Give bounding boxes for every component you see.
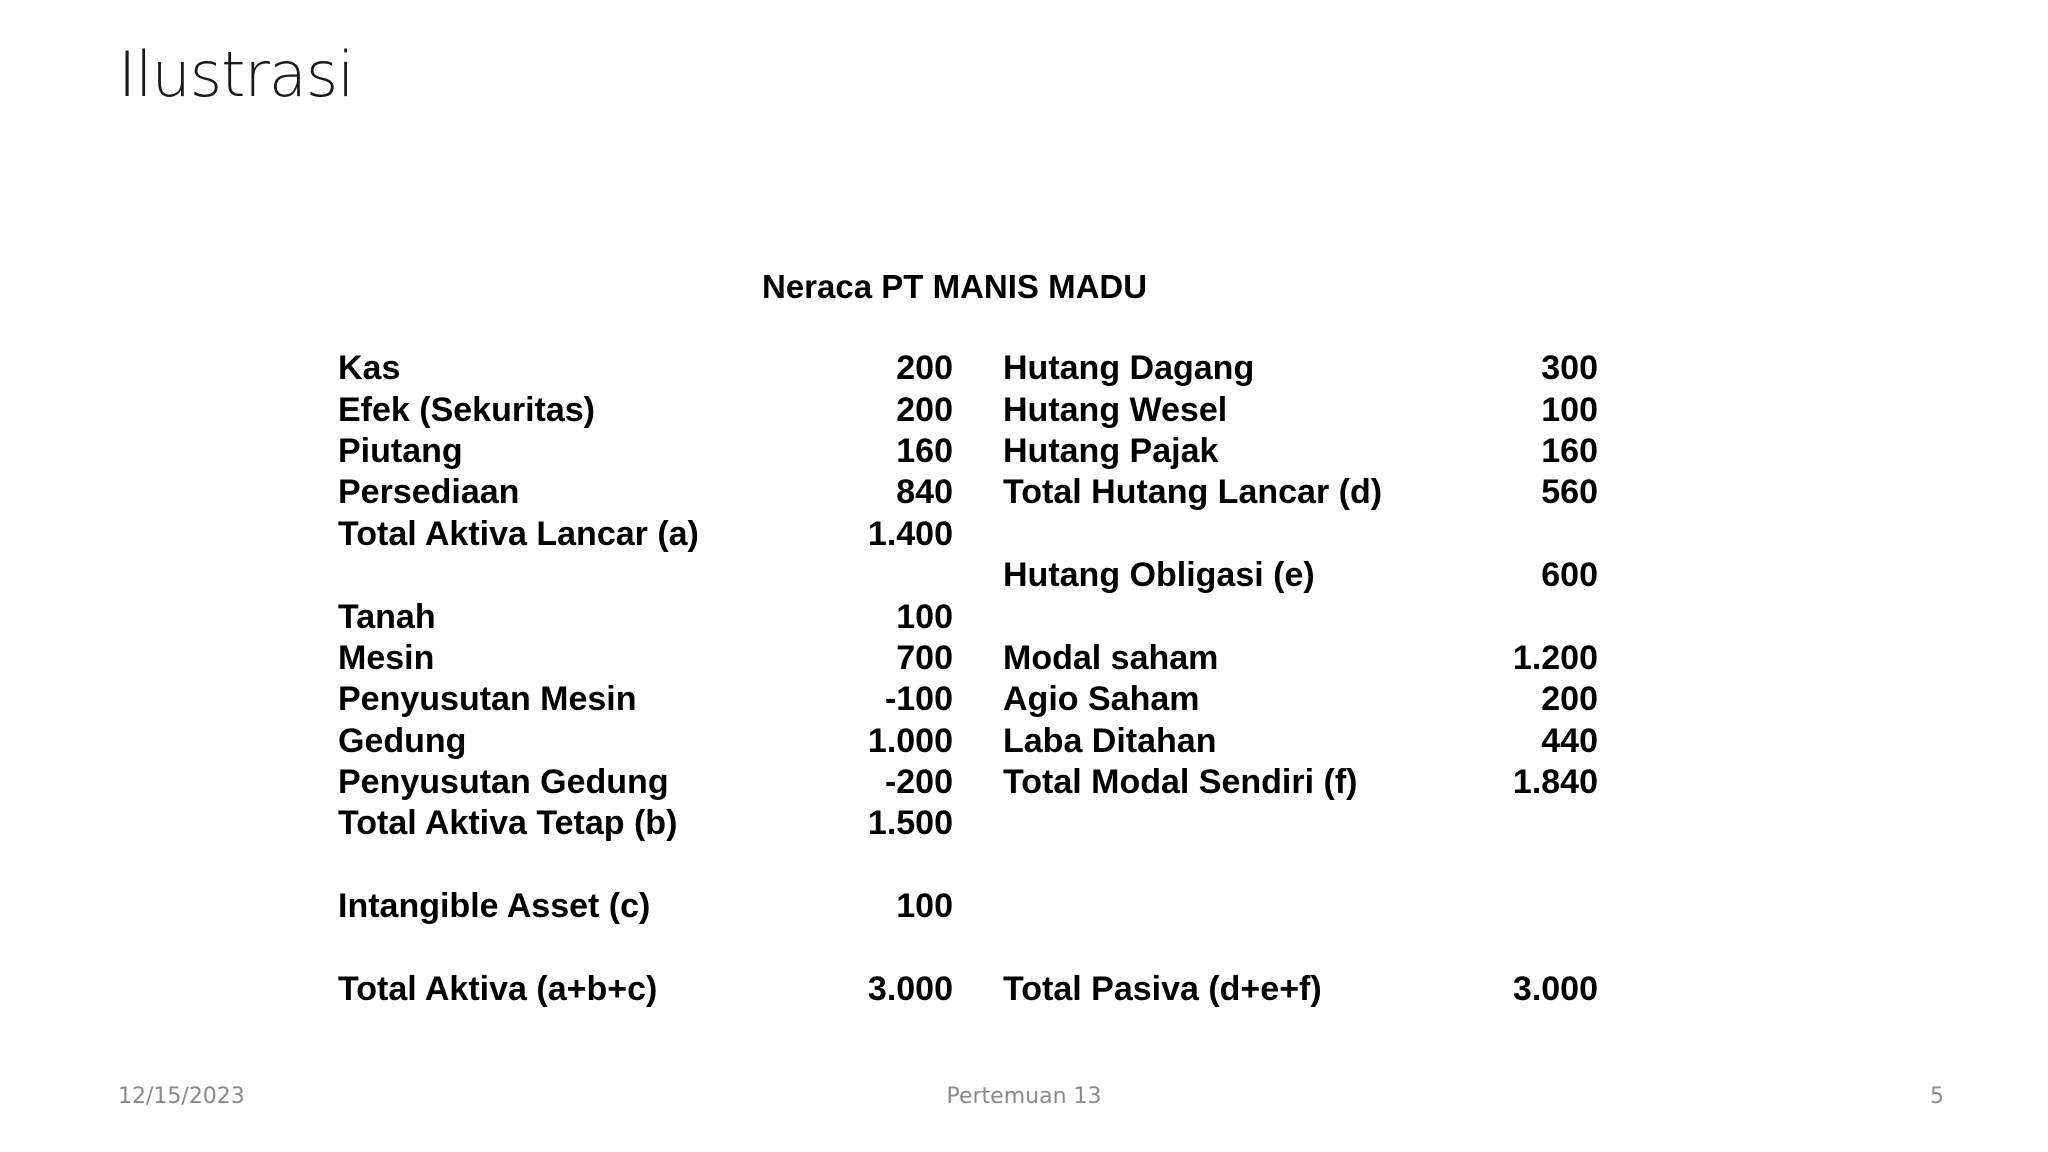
balance-row <box>1003 555 1598 596</box>
balance-row <box>1003 927 1598 968</box>
footer-center-text: Pertemuan 13 <box>946 1084 1102 1109</box>
balance-row <box>338 927 953 968</box>
slide-title: Ilustrasi <box>118 38 354 111</box>
balance-row <box>338 638 953 679</box>
assets-column <box>338 348 953 1010</box>
balance-row-label: Hutang Wesel <box>1003 390 1228 429</box>
balance-row-label: Laba Ditahan <box>1003 721 1217 760</box>
balance-row-label: Total Pasiva (d+e+f) <box>1003 970 1322 1009</box>
balance-row-value: 1.000 <box>867 721 953 760</box>
balance-row-value: 160 <box>896 431 953 470</box>
balance-row-value: 1.200 <box>1512 638 1598 677</box>
balance-row-label: Agio Saham <box>1003 680 1200 719</box>
balance-row <box>338 679 953 720</box>
balance-row-value: 160 <box>1541 431 1598 470</box>
balance-row <box>1003 431 1598 472</box>
footer-page-number: 5 <box>1930 1084 1944 1109</box>
balance-row <box>338 472 953 513</box>
balance-row <box>338 514 953 555</box>
balance-row-value: 560 <box>1541 473 1598 512</box>
balance-row-label: Total Modal Sendiri (f) <box>1003 763 1358 802</box>
balance-row-value: 200 <box>1541 680 1598 719</box>
balance-row-value: -100 <box>884 680 953 719</box>
balance-row-label: Tanah <box>338 597 436 636</box>
balance-row-value: 1.500 <box>867 804 953 843</box>
balance-row <box>338 596 953 637</box>
balance-row-value: 840 <box>896 473 953 512</box>
balance-row-label: Penyusutan Gedung <box>338 763 669 802</box>
balance-row-label: Kas <box>338 349 401 388</box>
balance-row <box>1003 845 1598 886</box>
balance-row <box>1003 638 1598 679</box>
balance-row-value: 440 <box>1541 721 1598 760</box>
balance-row-label: Modal saham <box>1003 638 1219 677</box>
balance-row-label: Hutang Pajak <box>1003 431 1219 470</box>
balance-row-label: Efek (Sekuritas) <box>338 390 595 429</box>
balance-sheet-title: Neraca PT MANIS MADU <box>762 268 1148 305</box>
balance-row <box>1003 514 1598 555</box>
balance-row <box>338 886 953 927</box>
balance-row-value: 1.840 <box>1512 763 1598 802</box>
balance-row-label: Piutang <box>338 431 463 470</box>
balance-row-label: Total Hutang Lancar (d) <box>1003 473 1383 512</box>
balance-row <box>338 845 953 886</box>
balance-row <box>1003 721 1598 762</box>
balance-row-value: 100 <box>896 597 953 636</box>
balance-row-value: 200 <box>896 390 953 429</box>
balance-row-value: 300 <box>1541 349 1598 388</box>
liabilities-column <box>1003 348 1598 1010</box>
balance-row <box>338 721 953 762</box>
balance-row-value: 200 <box>896 349 953 388</box>
balance-row <box>338 803 953 844</box>
balance-row-value: 100 <box>896 887 953 926</box>
balance-row <box>338 389 953 430</box>
balance-row-label: Total Aktiva Tetap (b) <box>338 804 678 843</box>
balance-row-value: -200 <box>884 763 953 802</box>
balance-row-label: Intangible Asset (c) <box>338 887 651 926</box>
balance-row-label: Mesin <box>338 638 435 677</box>
balance-row-label: Total Aktiva (a+b+c) <box>338 970 658 1009</box>
balance-row-value: 600 <box>1541 556 1598 595</box>
balance-row <box>1003 389 1598 430</box>
balance-row-label: Gedung <box>338 721 467 760</box>
balance-row-label: Persediaan <box>338 473 520 512</box>
balance-row-value: 3.000 <box>1512 970 1598 1009</box>
balance-row <box>1003 679 1598 720</box>
balance-row <box>338 969 953 1010</box>
balance-row-value: 100 <box>1541 390 1598 429</box>
balance-row-value: 3.000 <box>867 970 953 1009</box>
balance-row-label: Penyusutan Mesin <box>338 680 637 719</box>
balance-row <box>338 762 953 803</box>
balance-row <box>1003 886 1598 927</box>
balance-row <box>338 431 953 472</box>
balance-row <box>1003 803 1598 844</box>
balance-row <box>1003 762 1598 803</box>
balance-row <box>338 555 953 596</box>
balance-row-value: 700 <box>896 638 953 677</box>
balance-row <box>1003 472 1598 513</box>
balance-row <box>1003 969 1598 1010</box>
balance-row <box>1003 348 1598 389</box>
balance-row-label: Hutang Obligasi (e) <box>1003 556 1315 595</box>
balance-row-value: 1.400 <box>867 514 953 553</box>
balance-row <box>338 348 953 389</box>
balance-row <box>1003 596 1598 637</box>
balance-row-label: Hutang Dagang <box>1003 349 1255 388</box>
footer-date: 12/15/2023 <box>118 1084 245 1109</box>
balance-row-label: Total Aktiva Lancar (a) <box>338 514 699 553</box>
